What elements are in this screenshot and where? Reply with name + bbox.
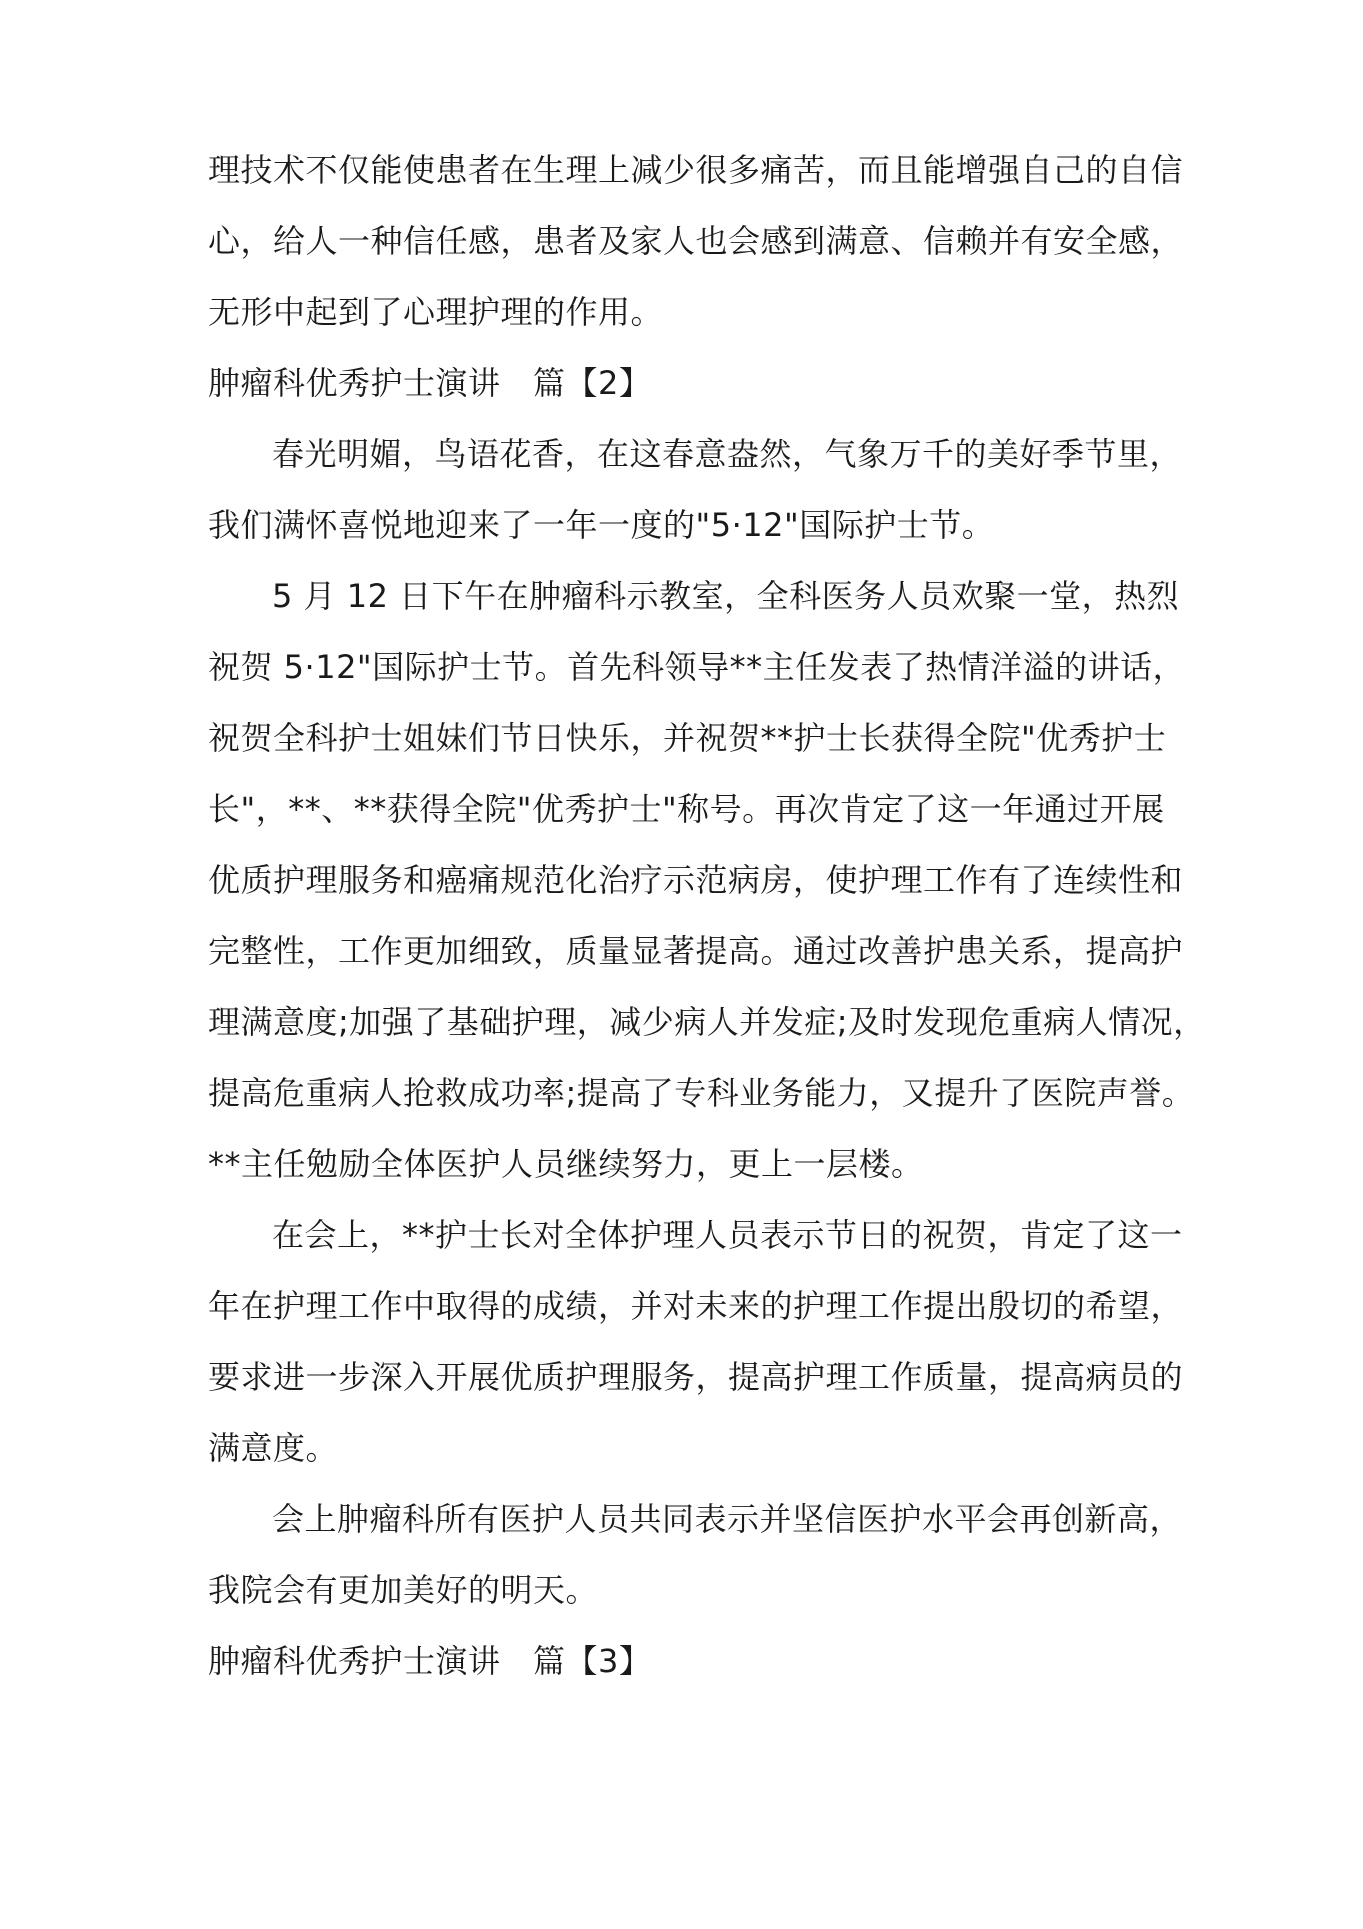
text-line: **主任勉励全体医护人员继续努力，更上一层楼。 (208, 1145, 924, 1183)
text-line: 祝贺 5·12"国际护士节。首先科领导**主任发表了热情洋溢的讲话， (208, 648, 1186, 686)
text-line: 春光明媚，鸟语花香，在这春意盎然，气象万千的美好季节里， (272, 435, 1183, 473)
text-line: 会上肿瘤科所有医护人员共同表示并坚信医护水平会再创新高， (272, 1500, 1183, 1538)
text-line: 心，给人一种信任感，患者及家人也会感到满意、信赖并有安全感， (208, 222, 1184, 260)
text-line: 5 月 12 日下午在肿瘤科示教室，全科医务人员欢聚一堂，热烈 (272, 577, 1180, 615)
text-line: 无形中起到了心理护理的作用。 (208, 293, 664, 331)
text-line: 祝贺全科护士姐妹们节日快乐，并祝贺**护士长获得全院"优秀护士 (208, 719, 1167, 757)
text-line: 理满意度;加强了基础护理，减少病人并发症;及时发现危重病人情况， (208, 1003, 1206, 1041)
section-heading: 肿瘤科优秀护士演讲 篇【2】 (208, 364, 652, 402)
text-line: 年在护理工作中取得的成绩，并对未来的护理工作提出殷切的希望， (208, 1287, 1184, 1325)
text-line: 提高危重病人抢救成功率;提高了专科业务能力，又提升了医院声誉。 (208, 1074, 1195, 1112)
text-line: 我们满怀喜悦地迎来了一年一度的"5·12"国际护士节。 (208, 506, 995, 544)
text-line: 在会上，**护士长对全体护理人员表示节日的祝贺，肯定了这一 (272, 1216, 1183, 1254)
text-line: 满意度。 (208, 1429, 339, 1467)
text-line: 优质护理服务和癌痛规范化治疗示范病房，使护理工作有了连续性和 (208, 861, 1184, 899)
text-line: 我院会有更加美好的明天。 (208, 1571, 599, 1609)
text-line: 要求进一步深入开展优质护理服务，提高护理工作质量，提高病员的 (208, 1358, 1184, 1396)
text-line: 完整性，工作更加细致，质量显著提高。通过改善护患关系，提高护 (208, 932, 1184, 970)
text-line: 理技术不仅能使患者在生理上减少很多痛苦，而且能增强自己的自信 (208, 151, 1184, 189)
section-heading: 肿瘤科优秀护士演讲 篇【3】 (208, 1642, 652, 1680)
text-line: 长"，**、**获得全院"优秀护士"称号。再次肯定了这一年通过开展 (208, 790, 1165, 828)
